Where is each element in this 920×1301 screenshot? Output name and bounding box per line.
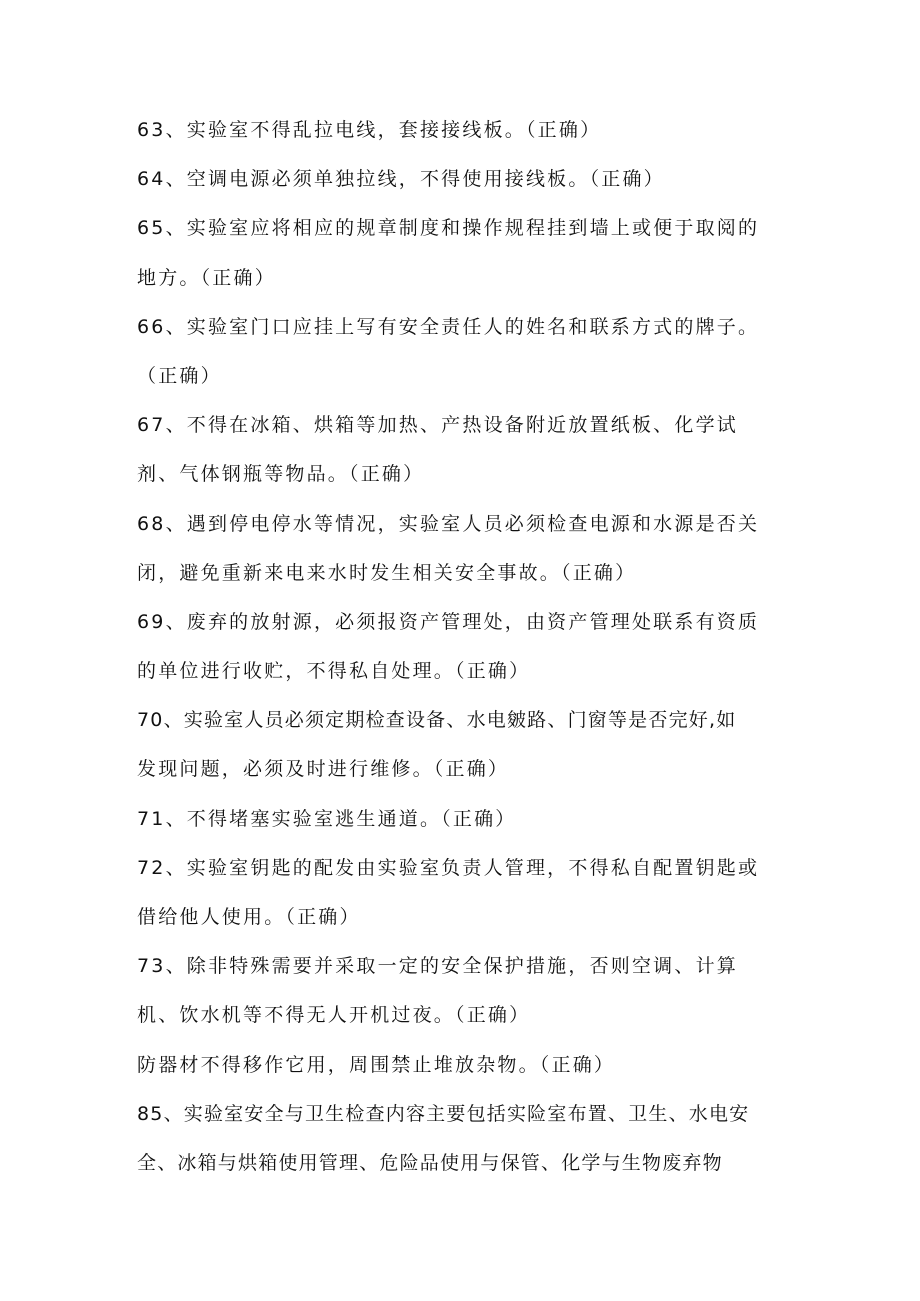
line-fragment: 防器材不得移作它用，周围禁止堆放杂物。（正确） (137, 1053, 616, 1076)
line-q66-part2: （正确） (137, 364, 222, 387)
line-q73-part1: 73、除非特殊需要并采取一定的安全保护措施，否则空调、计算 (137, 955, 738, 978)
line-q72-part2: 借给他人使用。（正确） (137, 906, 361, 928)
line-q73-part2: 机、饮水机等不得无人开机过夜。（正确） (137, 1004, 531, 1027)
line-q67-part1: 67、不得在冰箱、烘箱等加热、产热设备附近放置纸板、化学试 (137, 414, 738, 437)
line-q71: 71、不得堵塞实验室逃生通道。（正确） (137, 807, 517, 830)
line-q69-part1: 69、废弃的放射源，必须报资产管理处，由资产管理处联系有资质 (137, 610, 760, 633)
document-body (137, 106, 797, 1188)
line-q63: 63、实验室不得乱拉电线，套接接线板。（正确） (137, 119, 602, 141)
line-q68-part1: 68、遇到停电停水等情况，实验室人员必须检查电源和水源是否关 (137, 512, 760, 535)
line-q72-part1: 72、实验室钥匙的配发由实验室负责人管理，不得私自配置钥匙或 (137, 856, 760, 879)
line-q67-part2: 剂、气体钢瓶等物品。（正确） (137, 463, 425, 486)
line-q85-part2: 全、冰箱与烘箱使用管理、危险品使用与保管、化学与生物废弃物 (137, 1151, 723, 1174)
line-q85-part1: 85、实验室安全与卫生检查内容主要包括实险室布置、卫生、水电安 (137, 1102, 750, 1125)
line-q66-part1: 66、实验室门口应挂上写有安全责任人的姓名和联系方式的牌子。 (137, 315, 760, 338)
line-q65-part1: 65、实验室应将相应的规章制度和操作规程挂到墙上或便于取阅的 (137, 217, 760, 240)
line-q70-part2: 发现问题，必须及时进行维修。（正确） (137, 758, 510, 781)
line-q70-part1: 70、实验室人员必须定期检查设备、水电皴路、门窗等是否完好,如 (137, 709, 737, 732)
line-q69-part2: 的单位进行收贮，不得私自处理。（正确） (137, 660, 531, 683)
line-q64: 64、空调电源必须单独拉线，不得使用接线板。（正确） (137, 168, 665, 191)
line-q68-part2: 闭，避免重新来电来水时发生相关安全事故。（正确） (137, 561, 637, 584)
line-q65-part2: 地方。（正确） (137, 266, 276, 289)
